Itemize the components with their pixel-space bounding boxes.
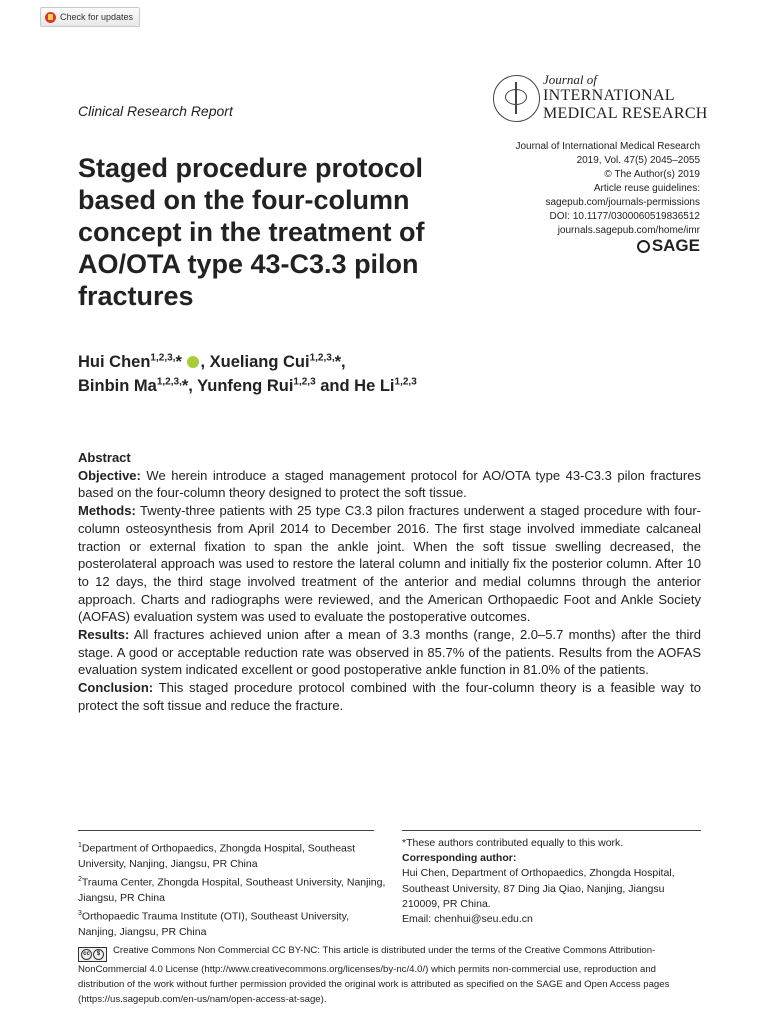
volume-info: 2019, Vol. 47(5) 2045–2055 [576,155,700,166]
affiliation-text: Trauma Center, Zhongda Hospital, Southeast University, Nanjing, Jiangsu, PR China [78,876,386,904]
journal-logo-line3: MEDICAL RESEARCH [543,105,708,122]
author-separator: , [200,353,210,371]
methods-text: Twenty-three patients with 25 type C3.3 pilon fractures underwent a staged procedure with four-column osteosynthesis from April 2014 to December 2016. The first stage involved immediate calcaneal traction or external fixation to span the ankle joint. When the soft tissue swelling decreased, the posterolateral approach was used to restore the lateral column and initially fix the posterior column. After 10 to 12 days, the third stage involved treatment of the anterior and medial columns through the anterior approach. Charts and radiographs were reviewed, and the American Orthopaedic Foot and Ankle Society (AOFAS) evaluation system was used to evaluate the postoperative outcomes. [78,503,701,625]
conclusion-label: Conclusion: [78,680,154,696]
reuse-label: Article reuse guidelines: [593,183,700,194]
author[interactable]: Yunfeng Rui [197,377,294,395]
corresponding-author-label: Corresponding author: [402,852,517,865]
publisher-logo [637,236,700,256]
equal-contribution-mark: * [334,353,342,371]
objective-text: We herein introduce a staged management protocol for AO/OTA type 43-C3.3 pilon fractures based on the four-column theory designed to protect the soft tissue. [78,467,701,501]
author[interactable]: Xueliang Cui [209,353,310,371]
crossmark-icon [45,12,56,23]
affiliation-item [78,872,388,906]
orcid-icon[interactable] [187,356,199,368]
author-affil-sup: 1,2,3, [150,352,176,364]
affiliation-item [78,906,388,940]
author-affil-sup: 1,2,3, [309,352,335,364]
results-label: Results: [78,627,130,643]
affiliation-sup: 3 [78,909,82,917]
affiliation-sup: 2 [78,875,82,883]
affiliations [78,838,388,940]
sage-logo-icon [637,240,650,253]
abstract [78,449,701,715]
equal-contribution-mark: * [181,377,189,395]
author[interactable]: Binbin Ma [78,377,157,395]
check-for-updates-button[interactable] [40,7,140,27]
equal-contribution-mark: * [175,353,182,371]
cc-icon: cc [81,949,92,960]
copyright: © The Author(s) 2019 [604,169,700,180]
author-list [78,350,417,398]
affiliation-item [78,838,388,872]
publisher-name: SAGE [651,236,700,255]
author-affil-sup: 1,2,3, [156,376,182,388]
affiliation-sup: 1 [78,842,82,849]
article-category: Clinical Research Report [78,103,233,119]
abstract-heading: Abstract [78,450,131,465]
objective-label: Objective: [78,467,141,483]
author-affil-sup: 1,2,3 [293,376,316,388]
corresponding-author-text: Hui Chen, Department of Orthopaedics, Zhongda Hospital, Southeast University, 87 Ding Jia Qiao, Nanjing, Jiangsu 210009, PR China. [402,867,675,910]
license-note [78,943,702,1008]
journal-logo [493,72,708,124]
journal-logo-line1: Journal of [543,72,597,87]
author[interactable]: He Li [354,377,395,395]
journal-logo-line2: INTERNATIONAL [543,87,675,104]
check-for-updates-label: Check for updates [60,12,134,22]
nc-icon: $ [93,949,104,960]
article-title: Staged procedure protocol based on the four-column concept in the treatment of AO/OTA type 43-C3.3 pilon fractures [78,153,425,311]
author-separator: , [188,377,198,395]
journal-name: Journal of International Medical Research [515,141,700,152]
cc-by-nc-badge[interactable] [78,947,107,962]
affiliation-text: Department of Orthopaedics, Zhongda Hospital, Southeast University, Nanjing, Jiangsu, PR China [78,842,356,870]
footnote-divider-right [402,830,701,831]
footnote-divider-left [78,830,374,831]
license-text: Creative Commons Non Commercial CC BY-NC: This article is distributed under the terms of the Creative Commons Attribution-NonCommercial 4.0 License (http://www.creativecommons.org/licenses/by-nc/4.0/) which permits non-commercial use, reproduction and distribution of the work without further permission provided the original work is attributed as specified on the SAGE and Open Access pages (https://us.sagepub.com/en-us/nam/open-access-at-sage). [78,945,670,1006]
conclusion-text: This staged procedure protocol combined with the four-column theory is a feasible way to protect the soft tissue and reduce the fracture. [78,680,701,713]
journal-home-link[interactable]: journals.sagepub.com/home/imr [557,225,700,236]
corresponding-email[interactable]: Email: chenhui@seu.edu.cn [402,913,533,926]
affiliation-text: Orthopaedic Trauma Institute (OTI), Southeast University, Nanjing, Jiangsu, PR China [78,910,349,938]
author-affil-sup: 1,2,3 [394,376,417,388]
methods-label: Methods: [78,503,136,519]
author[interactable]: Hui Chen [78,353,151,371]
results-text: All fractures achieved union after a mean of 3.3 months (range, 2.0–5.7 months) after the third stage. A good or acceptable reduction rate was observed in 85.7% of the patients. Results from the AOFAS evaluation system indicated excellent or good postoperative ankle function in 81.0% of the patients. [78,627,701,678]
caduceus-emblem-icon [493,75,540,122]
equal-contribution-note: *These authors contributed equally to this work. [402,837,624,849]
permissions-link[interactable]: sagepub.com/journals-permissions [545,197,700,208]
doi-link[interactable]: DOI: 10.1177/0300060519836512 [549,211,700,222]
author-separator: , [341,353,346,371]
author-notes [402,836,702,927]
author-separator: and [315,377,355,395]
journal-meta [515,140,700,238]
